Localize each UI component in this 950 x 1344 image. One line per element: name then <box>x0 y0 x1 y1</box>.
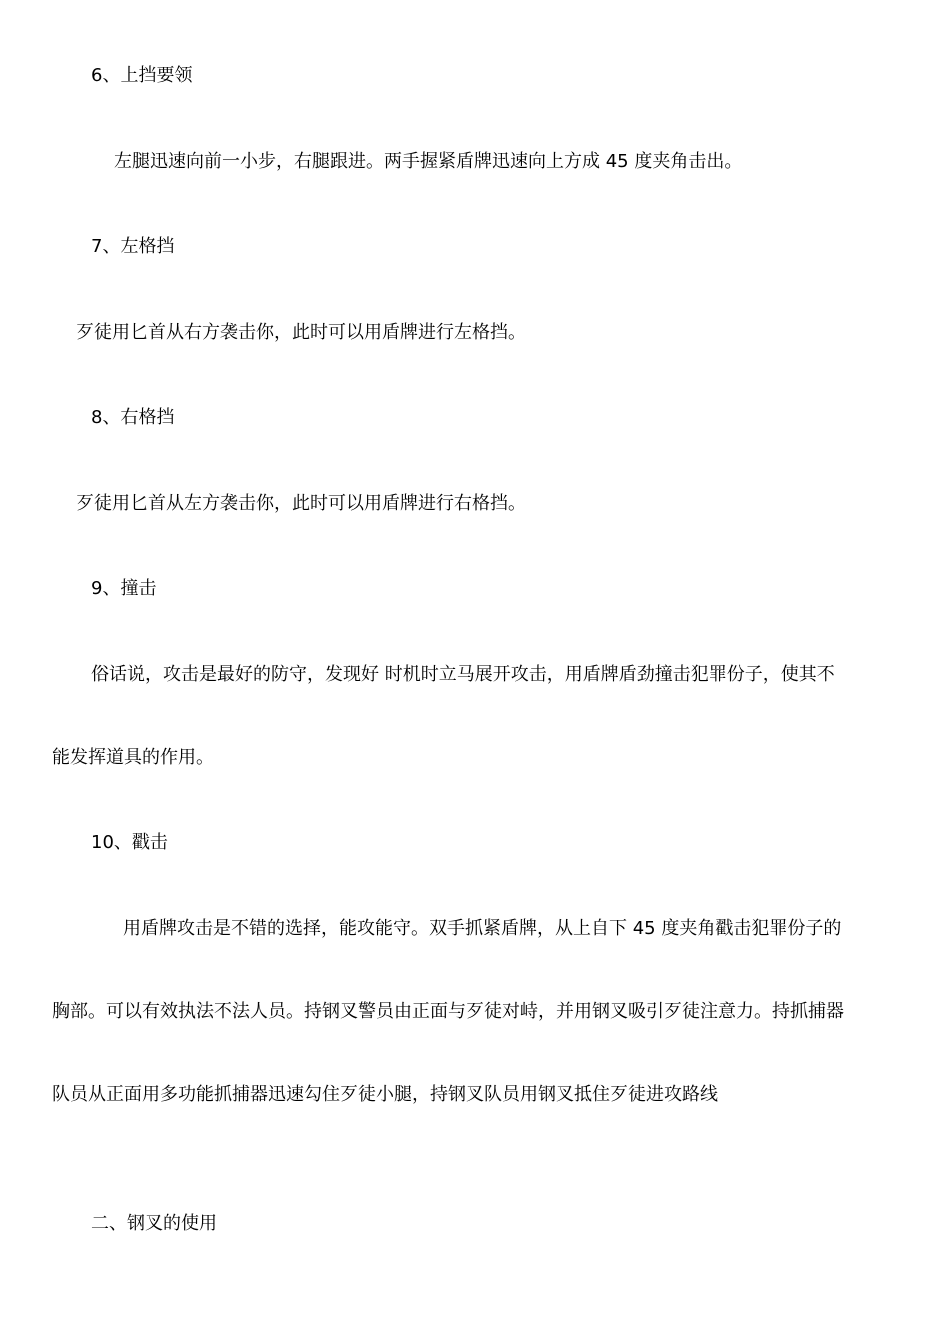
paragraph-ram-line-2: 能发挥道具的作用。 <box>52 747 214 768</box>
heading-right-block: 8、右格挡 <box>91 407 175 428</box>
section-heading-steel-fork: 二、钢叉的使用 <box>91 1213 217 1234</box>
heading-stab: 10、戳击 <box>91 832 168 853</box>
heading-upper-block: 6、上挡要领 <box>91 65 193 86</box>
paragraph-stab-line-1: 用盾牌攻击是不错的选择，能攻能守。双手抓紧盾牌，从上自下 45 度夹角戳击犯罪份子的 <box>123 918 842 939</box>
paragraph-left-block: 歹徒用匕首从右方袭击你，此时可以用盾牌进行左格挡。 <box>76 322 526 343</box>
paragraph-right-block: 歹徒用匕首从左方袭击你，此时可以用盾牌进行右格挡。 <box>76 493 526 514</box>
paragraph-stab-line-3: 队员从正面用多功能抓捕器迅速勾住歹徒小腿，持钢叉队员用钢叉抵住歹徒进攻路线 <box>52 1084 718 1105</box>
heading-left-block: 7、左格挡 <box>91 236 175 257</box>
paragraph-stab-line-2: 胸部。可以有效执法不法人员。持钢叉警员由正面与歹徒对峙，并用钢叉吸引歹徒注意力。持抓捕器 <box>52 1001 844 1022</box>
paragraph-ram-line-1: 俗话说，攻击是最好的防守，发现好 时机时立马展开攻击，用盾牌盾劲撞击犯罪份子，使其不 <box>91 664 835 685</box>
paragraph-upper-block: 左腿迅速向前一小步，右腿跟进。两手握紧盾牌迅速向上方成 45 度夹角击出。 <box>114 151 743 172</box>
heading-ram: 9、撞击 <box>91 578 157 599</box>
